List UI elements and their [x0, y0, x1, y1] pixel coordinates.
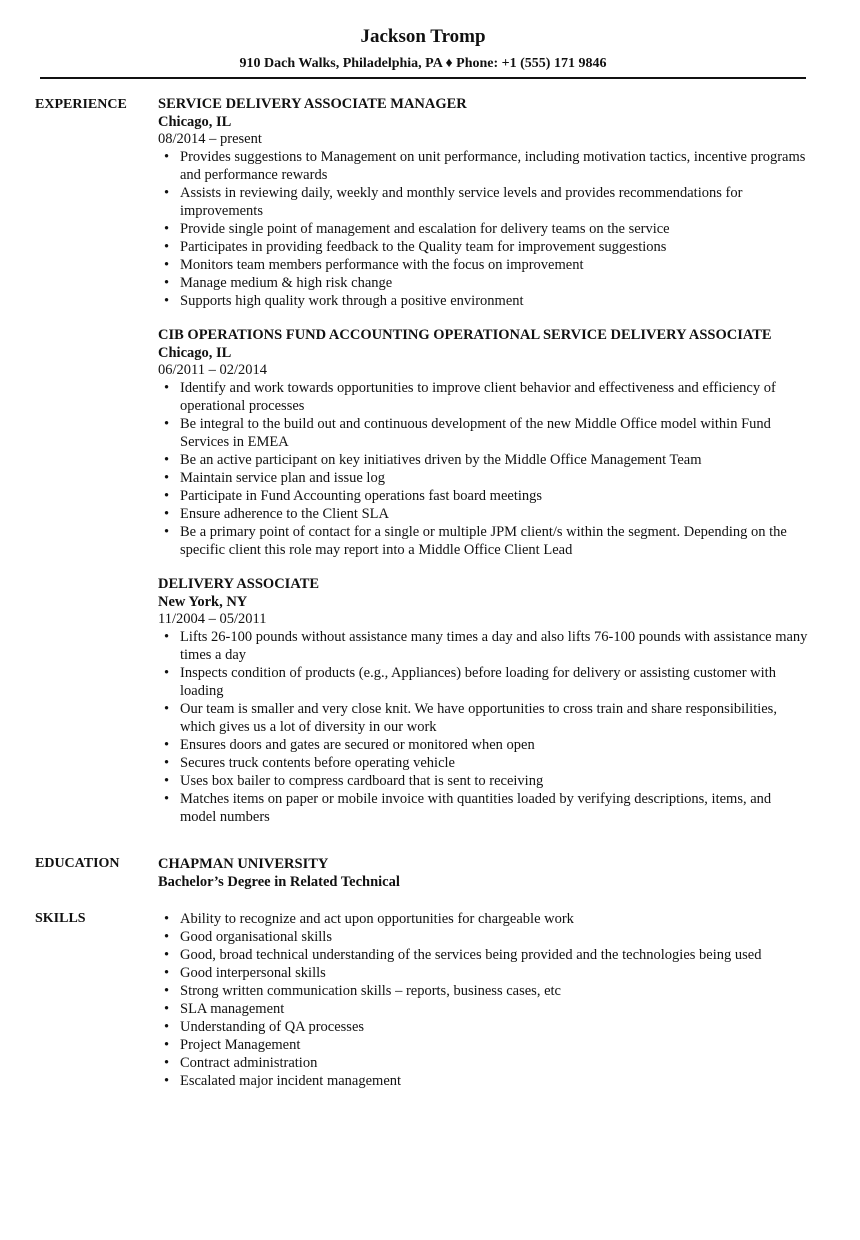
job-location: New York, NY	[158, 594, 248, 610]
job-bullet: • Ensures doors and gates are secured or monitored when open	[180, 736, 808, 754]
skill-item: • Project Management	[180, 1036, 808, 1054]
job-bullet: • Inspects condition of products (e.g., Appliances) before loading for delivery or assisting customer with loading	[180, 664, 808, 700]
job-bullet: • Identify and work towards opportunities to improve client behavior and effectiveness and efficiency of operational processes	[180, 379, 808, 415]
experience-section	[35, 96, 815, 843]
job-bullet: • Maintain service plan and issue log	[180, 469, 808, 487]
skills-section	[35, 910, 815, 1090]
job-bullet: • Lifts 26-100 pounds without assistance many times a day and also lifts 76-100 pounds with assistance many times a day	[180, 628, 808, 664]
job-bullets	[158, 628, 808, 826]
skill-item: • Good organisational skills	[180, 928, 808, 946]
skill-item: • Contract administration	[180, 1054, 808, 1072]
job-bullet: • Manage medium & high risk change	[180, 274, 808, 292]
resume-header	[40, 24, 806, 73]
job-bullet: • Uses box bailer to compress cardboard that is sent to receiving	[180, 772, 808, 790]
job-bullet: • Supports high quality work through a positive environment	[180, 292, 808, 310]
contact-line: 910 Dach Walks, Philadelphia, PA ♦ Phone: +1 (555) 171 9846	[239, 56, 607, 71]
job-bullet: • Our team is smaller and very close knit. We have opportunities to cross train and share responsibilities, which gives us a lot of diversity in our work	[180, 700, 808, 736]
degree-name: Bachelor’s Degree in Related Technical	[158, 874, 400, 890]
skill-item: • Good interpersonal skills	[180, 964, 808, 982]
skill-item: • Ability to recognize and act upon opportunities for chargeable work	[180, 910, 808, 928]
section-label-skills: SKILLS	[35, 911, 86, 926]
job-bullet: • Participate in Fund Accounting operations fast board meetings	[180, 487, 808, 505]
job-bullet: • Provide single point of management and escalation for delivery teams on the service	[180, 220, 808, 238]
job-entry	[158, 576, 808, 826]
education-entry	[158, 855, 808, 892]
job-bullet: • Matches items on paper or mobile invoice with quantities loaded by verifying descriptions, items, and model numbers	[180, 790, 808, 826]
candidate-name: Jackson Tromp	[360, 26, 486, 47]
skill-item: • SLA management	[180, 1000, 808, 1018]
section-label-experience: EXPERIENCE	[35, 97, 127, 112]
job-bullet: • Be integral to the build out and continuous development of the new Middle Office model within Fund Services in EMEA	[180, 415, 808, 451]
job-bullet: • Ensure adherence to the Client SLA	[180, 505, 808, 523]
skill-item: • Escalated major incident management	[180, 1072, 808, 1090]
resume-body	[35, 96, 815, 1090]
job-bullet: • Be a primary point of contact for a single or multiple JPM client/s within the segment. Depending on the specific client this role may report into a Middle Office Client Lead	[180, 523, 808, 559]
job-bullet: • Secures truck contents before operating vehicle	[180, 754, 808, 772]
skill-item: • Strong written communication skills – reports, business cases, etc	[180, 982, 808, 1000]
job-entry	[158, 327, 808, 559]
school-name: CHAPMAN UNIVERSITY	[158, 856, 329, 872]
skill-item: • Understanding of QA processes	[180, 1018, 808, 1036]
skills-list-wrap	[158, 910, 808, 1090]
job-bullets	[158, 148, 808, 310]
job-dates: 11/2004 – 05/2011	[158, 611, 267, 627]
job-entry	[158, 96, 808, 310]
job-bullet: • Participates in providing feedback to the Quality team for improvement suggestions	[180, 238, 808, 256]
skills-list	[158, 910, 808, 1090]
job-dates: 06/2011 – 02/2014	[158, 362, 268, 378]
job-bullet: • Assists in reviewing daily, weekly and monthly service levels and provides recommendations for improvements	[180, 184, 808, 220]
skill-item: • Good, broad technical understanding of the services being provided and the technologies being used	[180, 946, 808, 964]
header-divider	[40, 77, 806, 79]
section-label-education: EDUCATION	[35, 856, 120, 871]
job-title: SERVICE DELIVERY ASSOCIATE MANAGER	[158, 96, 467, 112]
job-bullet: • Monitors team members performance with the focus on improvement	[180, 256, 808, 274]
job-title: CIB OPERATIONS FUND ACCOUNTING OPERATIONAL SERVICE DELIVERY ASSOCIATE	[158, 327, 772, 343]
job-bullet: • Be an active participant on key initiatives driven by the Middle Office Management Team	[180, 451, 808, 469]
experience-list	[158, 96, 808, 843]
job-location: Chicago, IL	[158, 345, 232, 361]
job-title: DELIVERY ASSOCIATE	[158, 576, 320, 592]
job-dates: 08/2014 – present	[158, 131, 262, 147]
job-bullets	[158, 379, 808, 559]
job-bullet: • Provides suggestions to Management on unit performance, including motivation tactics, incentive programs and performance rewards	[180, 148, 808, 184]
job-location: Chicago, IL	[158, 114, 232, 130]
education-section	[35, 855, 815, 892]
